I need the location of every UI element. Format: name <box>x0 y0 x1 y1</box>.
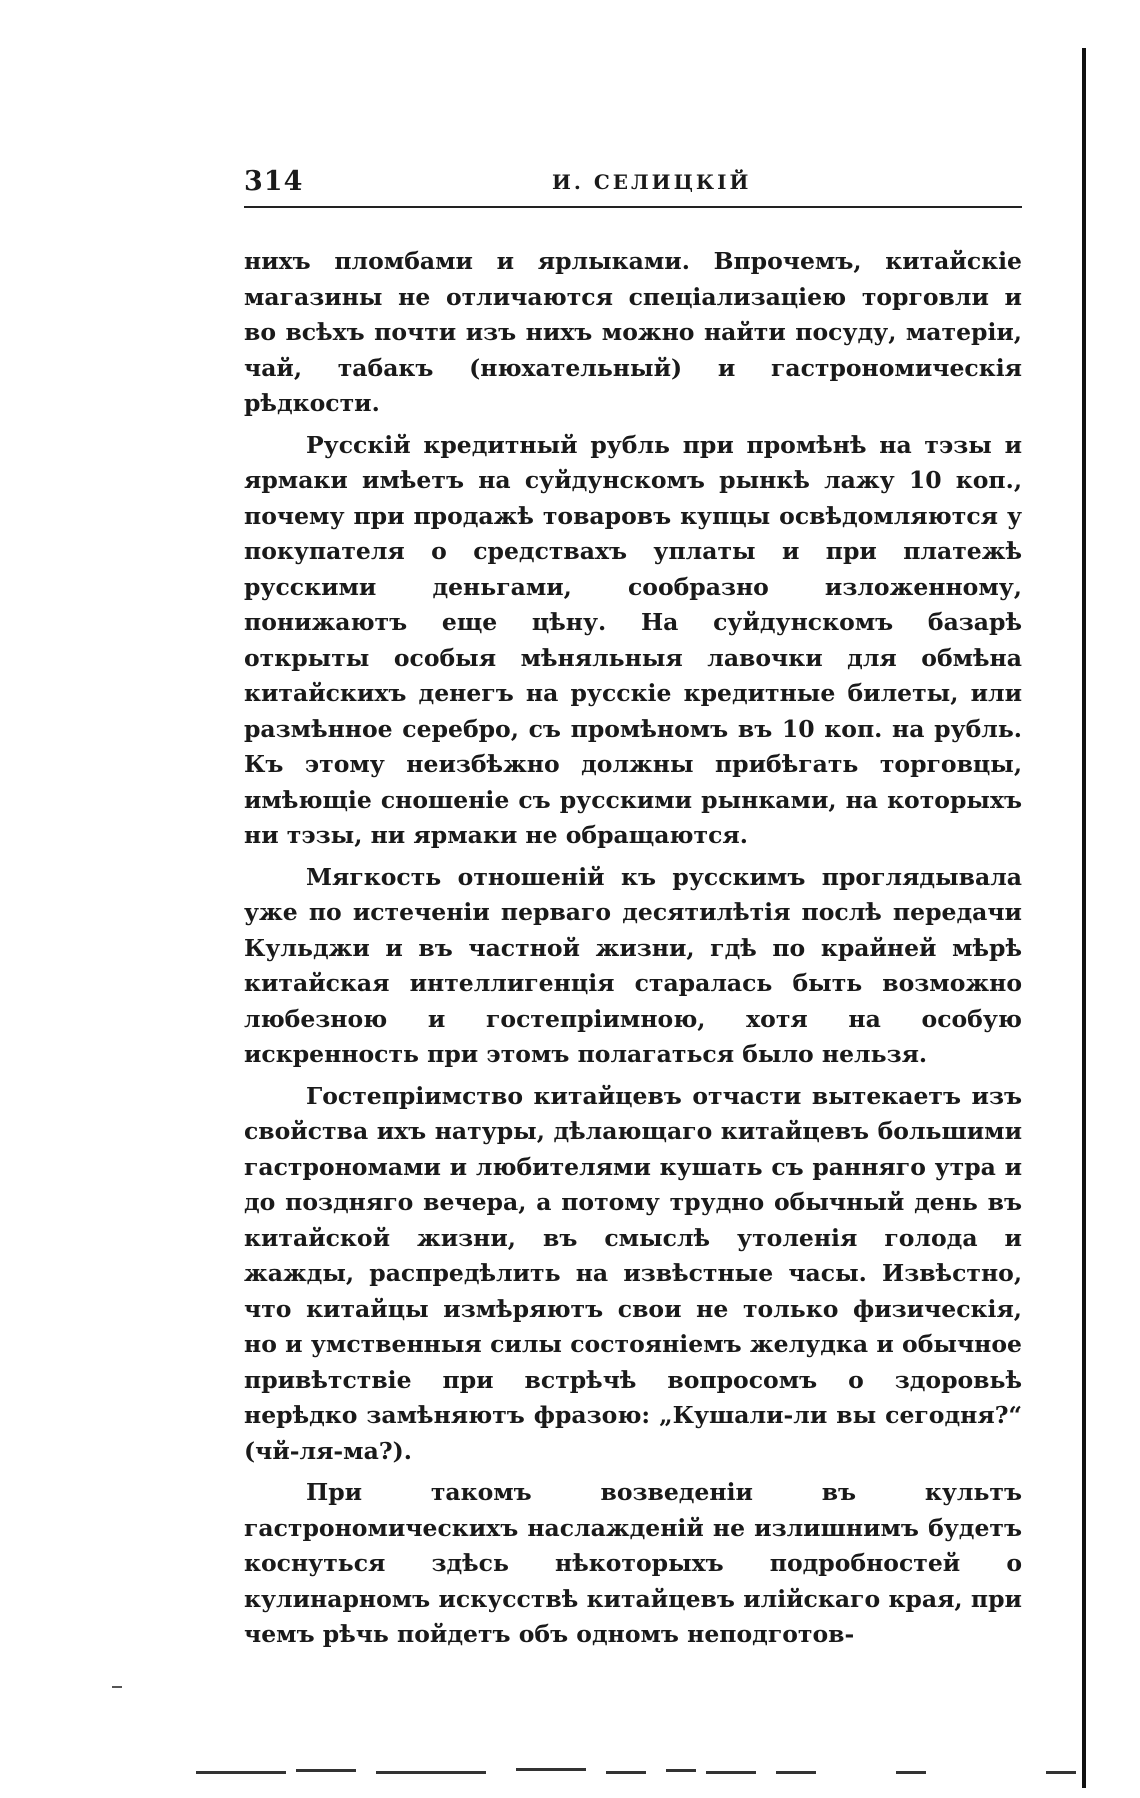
paragraph: Гостепріимство китайцевъ отчасти вытекаетъ изъ свойства ихъ натуры, дѣлающаго китайцевъ большими гастрономами и любителями кушать съ ранняго утра и до поздняго вечера, а потому трудно обычный день въ китайской жизни, въ смыслѣ утоленія голода и жажды, распредѣлить на извѣстные часы. Извѣстно, что китайцы измѣряютъ свои не только физическія, но и умственныя силы состояніемъ желудка и обычное привѣтствіе при встрѣчѣ вопросомъ о здоровьѣ нерѣдко замѣняютъ фразою: „Кушали-ли вы сегодня?“ (чй-ля-ма?). <box>244 1081 1022 1465</box>
body-text <box>244 244 1022 1653</box>
paragraph: При такомъ возведеніи въ культъ гастрономическихъ наслажденій не излишнимъ будетъ коснуться здѣсь нѣкоторыхъ подробностей о кулинарномъ искусствѣ китайцевъ илійскаго края, при чемъ рѣчь пойдетъ объ одномъ неподготов- <box>244 1478 1022 1648</box>
running-head: И. СЕЛИЦКІЙ <box>552 170 752 194</box>
scan-artifact-bottom <box>196 1771 1086 1777</box>
paragraph: Русскій кредитный рубль при промѣнѣ на тэзы и ярмаки имѣетъ на суйдунскомъ рынкѣ лажу 10 коп., почему при продажѣ товаровъ купцы освѣдомляются у покупателя о средствахъ уплаты и при платежѣ русскими деньгами, сообразно изложенному, понижаютъ еще цѣну. На суйдунскомъ базарѣ открыты особыя мѣняльныя лавочки для обмѣна китайскихъ денегъ на русскіе кредитные билеты, или размѣнное серебро, съ промѣномъ въ 10 коп. на рубль. Къ этому неизбѣжно должны прибѣгать торговцы, имѣющіе сношеніе съ русскими рынками, на которыхъ ни тэзы, ни ярмаки не обращаются. <box>244 430 1022 849</box>
paragraph: Мягкость отношеній къ русскимъ проглядывала уже по истеченіи перваго десятилѣтія послѣ передачи Кульджи и въ частной жизни, гдѣ по крайней мѣрѣ китайская интеллигенція старалась быть возможно любезною и гостепріимною, хотя на особую искренность при этомъ полагаться было нельзя. <box>244 862 1022 1068</box>
scan-artifact-dash <box>112 1686 122 1688</box>
binding-edge-line <box>1082 48 1086 1788</box>
paragraph: нихъ пломбами и ярлыками. Впрочемъ, китайскіе магазины не отличаются спеціализаціею торговли и во всѣхъ почти изъ нихъ можно найти посуду, матеріи, чай, табакъ (нюхательный) и гастрономическія рѣдкости. <box>244 247 1022 417</box>
page-number: 314 <box>244 166 304 197</box>
page-header <box>244 166 1022 208</box>
